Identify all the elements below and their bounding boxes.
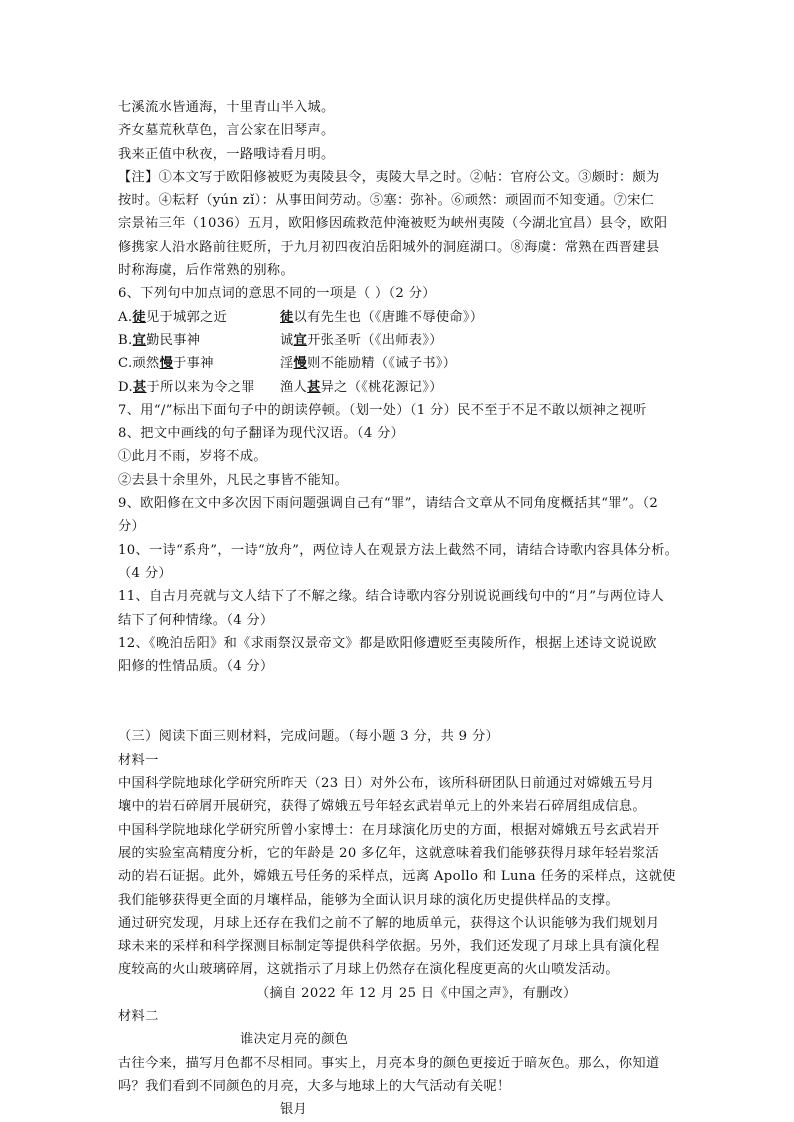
question-11-line: 11、自古月亮就与文人结下了不解之缘。结合诗歌内容分别说说画线句中的“月”与两位诗人 <box>118 589 665 605</box>
poem-line: 七溪流水皆通海，十里青山半入城。 <box>118 100 335 115</box>
material-1-line: 展的实验室高精度分析，它的年龄是 20 多亿年，这就意味着我们能够获得月球年轻岩浆活 <box>118 845 659 861</box>
material-2-title: 谁决定月亮的颜色 <box>240 1032 349 1048</box>
poem-line: 齐女墓荒秋草色，言公家在旧琴声。 <box>118 123 335 139</box>
option-text: 勤民事神 <box>146 332 201 348</box>
option-text: 异之（《桃花源记》） <box>320 379 443 395</box>
option-prefix: D. <box>118 379 133 395</box>
question-8-item: ①此月不雨，岁将不成。 <box>118 449 267 465</box>
option-prefix: 淫 <box>280 356 294 372</box>
question-6-option-b <box>118 329 684 352</box>
question-6-option-a <box>118 306 684 329</box>
question-10-line: （4 分） <box>118 565 172 581</box>
option-text: 于事神 <box>173 356 214 372</box>
question-9-line: 分） <box>118 519 146 535</box>
material-2-label: 材料二 <box>118 1008 159 1024</box>
option-prefix: B. <box>118 332 133 348</box>
material-2-subheading: 银月 <box>280 1102 308 1118</box>
option-text: 则不能励精（《诫子书》） <box>307 356 457 372</box>
question-7: 7、用“/”标出下面句子中的朗读停顿。（划一处）（1 分）民不至于不足不敢以烦神之视听 <box>118 402 647 418</box>
question-6-stem: 6、下列句中加点词的意思不同的一项是（ ）（2 分） <box>118 286 436 302</box>
material-2-line: 吗？我们看到不同颜色的月亮，大多与地球上的大气活动有关呢！ <box>118 1078 511 1094</box>
material-1-line: 球未来的采样和科学探测目标制定等提供科学依据。另外，我们还发现了月球上具有演化程 <box>118 939 660 955</box>
option-prefix: 渔人 <box>280 379 308 395</box>
material-1-source: （摘自 2022 年 12 月 25 日《中国之声》，有删改） <box>256 985 577 1001</box>
question-10-line: 10、一诗“系舟”，一诗“放舟”，两位诗人在观景方法上截然不同，请结合诗歌内容具体分析。 <box>118 542 679 558</box>
notes-line: 修携家人沿水路前往贬所，于九月初四夜泊岳阳城外的洞庭湖口。⑧海虞：常熟在西晋建县 <box>118 239 660 255</box>
material-2-line: 古往今来，描写月色都不尽相同。事实上，月亮本身的颜色更接近于暗灰色。那么，你知道 <box>118 1055 660 1071</box>
dotted-word: 甚 <box>307 379 321 395</box>
dotted-word: 宜 <box>293 332 308 348</box>
option-prefix: 诚 <box>280 332 294 348</box>
notes-line: 按时。④耘耔（yún zǐ）：从事田间劳动。⑤塞：弥补。⑥顽然：顽固而不知变通。⑦宋仁 <box>118 193 655 209</box>
dotted-word: 宜 <box>132 332 147 348</box>
question-12-line: 12、《晚泊岳阳》和《求雨祭汉景帝文》都是欧阳修遭贬至夷陵所作，根据上述诗文说说欧 <box>118 635 657 651</box>
option-text: 见于城郭之近 <box>145 309 228 325</box>
question-11-line: 结下了何种情缘。（4 分） <box>118 612 274 628</box>
document-page <box>118 96 684 1121</box>
question-6-option-c <box>118 352 684 375</box>
option-text: 于所以来为令之罪 <box>146 379 255 395</box>
material-1-line: 中国科学院地球化学研究所曾小家博士：在月球演化历史的方面，根据对嫦娥五号玄武岩开 <box>118 822 660 838</box>
question-8-item: ②去县十余里外，凡民之事皆不能知。 <box>118 472 349 488</box>
option-prefix: C.顽然 <box>118 356 160 372</box>
dotted-word: 慢 <box>293 356 308 372</box>
option-prefix: A. <box>118 309 133 325</box>
question-8-stem: 8、把文中画线的句子翻译为现代汉语。（4 分） <box>118 426 405 442</box>
question-9-line: 9、欧阳修在文中多次因下雨问题强调自己有“罪”，请结合文章从不同角度概括其“罪”。（2 <box>118 496 659 512</box>
option-text: 开张圣听（《出师表》） <box>307 332 443 348</box>
notes-line: 时称海虞，后作常熟的别称。 <box>118 263 294 279</box>
material-1-label: 材料一 <box>118 752 159 768</box>
material-1-line: 度较高的火山玻璃碎屑，这就指示了月球上仍然存在演化程度更高的火山喷发活动。 <box>118 962 619 978</box>
material-1-line: 中国科学院地球化学研究所昨天（23 日）对外公布，该所科研团队日前通过对嫦娥五号月 <box>118 776 655 792</box>
material-1-line: 我们能够获得更全面的月壤样品，能够为全面认识月球的演化历史提供样品的支撑。 <box>118 892 619 908</box>
material-1-line: 动的岩石证据。此外，嫦娥五号任务的采样点，远离 Apollo 和 Luna 任务的采样点，这就使 <box>118 869 676 885</box>
option-text: 以有先生也（《唐雎不辱使命》） <box>293 309 484 325</box>
material-1-line: 壤中的岩石碎屑开展研究，获得了嫦娥五号年轻玄武岩单元上的外来岩石碎屑组成信息。 <box>118 799 646 815</box>
dotted-word: 徒 <box>132 309 146 325</box>
section-3-heading: （三）阅读下面三则材料，完成问题。（每小题 3 分，共 9 分） <box>118 729 500 745</box>
dotted-word: 慢 <box>159 356 174 372</box>
material-1-line: 通过研究发现，月球上还存在我们之前不了解的地质单元，获得这个认识能够为我们规划月 <box>118 915 660 931</box>
section-spacer <box>118 678 684 725</box>
question-6-option-d <box>118 376 684 399</box>
notes-line: 【注】①本文写于欧阳修被贬为夷陵县令，夷陵大旱之时。②帖：官府公文。③颇时：颇为 <box>118 169 660 185</box>
question-12-line: 阳修的性情品质。（4 分） <box>118 659 274 675</box>
dotted-word: 徒 <box>280 309 294 325</box>
poem-line: 我来正值中秋夜，一路哦诗看月明。 <box>118 146 335 162</box>
dotted-word: 甚 <box>133 379 147 395</box>
notes-line: 宗景祐三年（1036）五月，欧阳修因疏救范仲淹被贬为峡州夷陵（今湖北宜昌）县令，欧阳 <box>118 216 668 232</box>
